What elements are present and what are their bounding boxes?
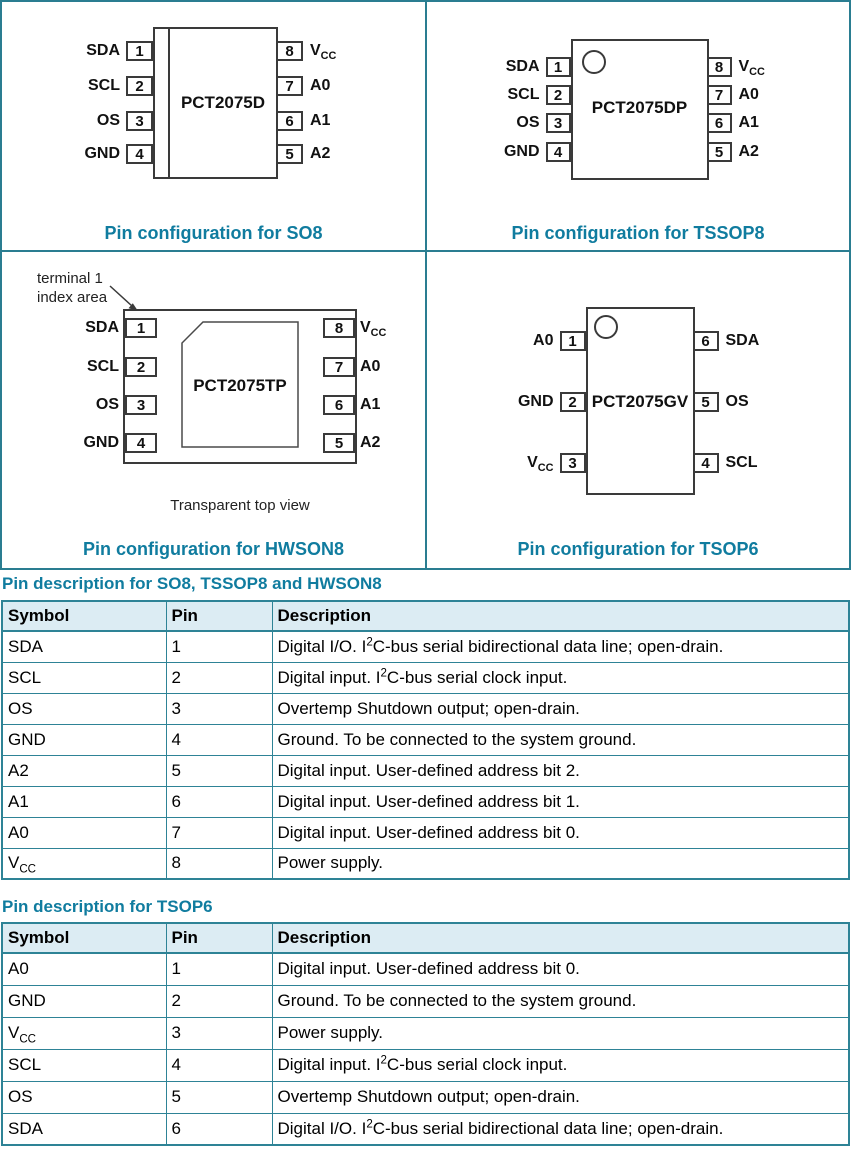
pin-cell: 6	[166, 1113, 272, 1145]
pin-row	[2, 111, 153, 131]
pin-row	[276, 76, 330, 96]
symbol-cell: GND	[2, 724, 166, 755]
pin-row	[707, 113, 759, 133]
table-row	[2, 1113, 849, 1145]
pin-number-box: 3	[126, 111, 153, 131]
pin-number-box: 5	[693, 392, 719, 412]
pin1-indicator-dot	[594, 315, 618, 339]
pin-row	[428, 85, 571, 105]
pin-name-label: $V_{CC}$	[738, 58, 765, 79]
pin-name-label: A0	[738, 86, 759, 103]
pin-cell: 3	[166, 693, 272, 724]
pin-number-box: 8	[707, 57, 732, 77]
table-row	[2, 1049, 849, 1081]
pin-name-label: SDA	[86, 42, 120, 59]
pin-row	[2, 76, 153, 96]
pin-number-box: 2	[560, 392, 586, 412]
table-row	[2, 1017, 849, 1049]
pin-name-label: SDA	[505, 58, 540, 75]
description-cell: Overtemp Shutdown output; open-drain.	[272, 693, 849, 724]
pin-cell: 4	[166, 724, 272, 755]
table-header-row	[2, 601, 849, 631]
pin-row	[323, 357, 380, 377]
column-header-pin: Pin	[166, 601, 272, 631]
pin-name-label: A0	[533, 332, 554, 349]
pin-number-box: 4	[126, 144, 153, 164]
pin-row	[323, 433, 380, 453]
pin-number-box: 6	[323, 395, 355, 415]
pin-name-label: $V_{CC}$	[360, 319, 387, 340]
pin-number-box: 5	[276, 144, 303, 164]
column-header-pin: Pin	[166, 923, 272, 953]
pin-name-label: OS	[725, 393, 749, 410]
description-cell: Digital input. User-defined address bit 0.	[272, 953, 849, 985]
pin-cell: 2	[166, 985, 272, 1017]
pin-name-label: A0	[310, 77, 331, 94]
pin-name-label: A2	[360, 434, 381, 451]
description-cell: Digital input. $I^2C$-bus serial clock input.	[272, 1049, 849, 1081]
pin-row	[2, 318, 157, 338]
pin-name-label: SCL	[87, 358, 119, 375]
symbol-cell: A1	[2, 786, 166, 817]
symbol-cell: $V_{CC}$	[2, 1017, 166, 1049]
pin-name-label: OS	[95, 396, 119, 413]
pin-cell: 7	[166, 817, 272, 848]
table-row	[2, 848, 849, 879]
pin-name-label: A1	[360, 396, 381, 413]
pin-row	[2, 144, 153, 164]
symbol-cell: SCL	[2, 1049, 166, 1081]
chip-label: PCT2075TP	[193, 376, 287, 395]
pin-cell: 8	[166, 848, 272, 879]
description-cell: Digital input. $I^2C$-bus serial clock input.	[272, 662, 849, 693]
pin-name-label: A2	[738, 143, 759, 160]
chip-label: PCT2075D	[180, 93, 266, 112]
figure-caption: Pin configuration for TSOP6	[517, 539, 759, 559]
pin-number-box: 8	[276, 41, 303, 61]
pin-number-box: 2	[546, 85, 571, 105]
pin-row	[323, 395, 380, 415]
symbol-cell: SCL	[2, 662, 166, 693]
pin-row	[323, 318, 386, 338]
pin-number-box: 3	[546, 113, 571, 133]
pin-number-box: 2	[126, 76, 153, 96]
pin-number-box: 8	[323, 318, 355, 338]
annotation-line: terminal 1	[37, 270, 103, 287]
pin-number-box: 7	[323, 357, 355, 377]
pin-name-label: A2	[310, 145, 331, 162]
pin-config-panel-tssop8	[428, 2, 849, 250]
pin-number-box: 6	[693, 331, 719, 351]
table-heading-tsop6: Pin description for TSOP6	[2, 897, 213, 916]
pin-number-box: 5	[707, 142, 732, 162]
pin-name-label: OS	[516, 114, 540, 131]
pin-number-box: 3	[125, 395, 157, 415]
table-row	[2, 631, 849, 662]
pin-number-box: 6	[276, 111, 303, 131]
description-cell: Overtemp Shutdown output; open-drain.	[272, 1081, 849, 1113]
pin-row	[693, 331, 760, 351]
pin1-indicator-dot	[582, 50, 606, 74]
pin-number-box: 1	[560, 331, 586, 351]
pin-config-panel-so8	[2, 2, 425, 250]
pin-number-box: 6	[707, 113, 732, 133]
table-row	[2, 755, 849, 786]
chip-label: PCT2075GV	[591, 392, 689, 411]
symbol-cell: $V_{CC}$	[2, 848, 166, 879]
description-cell: Ground. To be connected to the system ground.	[272, 985, 849, 1017]
pin-row	[428, 57, 571, 77]
column-header-description: Description	[272, 601, 849, 631]
pin-name-label: SCL	[507, 86, 540, 103]
pin-config-panel-hwson8	[2, 252, 425, 568]
pin-row	[276, 144, 330, 164]
table-row	[2, 953, 849, 985]
pin-row	[707, 142, 759, 162]
pin-row	[707, 57, 765, 77]
pin-name-label: SDA	[85, 319, 119, 336]
column-header-symbol: Symbol	[2, 601, 166, 631]
pin-name-label: A1	[310, 112, 331, 129]
table-row	[2, 786, 849, 817]
pin-row	[428, 331, 586, 351]
pin-name-label: GND	[84, 145, 120, 162]
pin-name-label: SDA	[725, 332, 760, 349]
description-cell: Digital input. User-defined address bit 1.	[272, 786, 849, 817]
annotation-line: index area	[37, 289, 108, 306]
pin-name-label: $V_{CC}$	[310, 42, 337, 63]
description-cell: Digital I/O. $I^2C$-bus serial bidirectional data line; open-drain.	[272, 1113, 849, 1145]
pin-cell: 5	[166, 1081, 272, 1113]
description-cell: Ground. To be connected to the system ground.	[272, 724, 849, 755]
pin-name-label: SCL	[725, 454, 758, 471]
table-row	[2, 1081, 849, 1113]
pin-cell: 5	[166, 755, 272, 786]
pin-cell: 6	[166, 786, 272, 817]
description-cell: Digital I/O. $I^2C$-bus serial bidirectional data line; open-drain.	[272, 631, 849, 662]
pin-row	[428, 113, 571, 133]
terminal1-annotation	[37, 269, 107, 307]
description-cell: Digital input. User-defined address bit 2.	[272, 755, 849, 786]
pin-row	[2, 41, 153, 61]
view-note: Transparent top view	[170, 497, 310, 514]
pin-number-box: 2	[125, 357, 157, 377]
pin-row	[2, 433, 157, 453]
table-header-row	[2, 923, 849, 953]
column-header-description: Description	[272, 923, 849, 953]
pin-row	[693, 453, 758, 473]
table-row	[2, 985, 849, 1017]
table-row	[2, 662, 849, 693]
table-heading-so8-tssop8-hwson8: Pin description for SO8, TSSOP8 and HWSON8	[2, 574, 382, 593]
pin-cell: 1	[166, 953, 272, 985]
pin-row	[428, 453, 586, 473]
pin-number-box: 7	[707, 85, 732, 105]
figure-caption: Pin configuration for SO8	[104, 223, 323, 243]
pin-row	[2, 395, 157, 415]
symbol-cell: OS	[2, 1081, 166, 1113]
pin-name-label: OS	[96, 112, 120, 129]
pin-number-box: 1	[546, 57, 571, 77]
pin-config-panel-tsop6	[428, 252, 849, 568]
pin-name-label: GND	[517, 393, 554, 410]
pin-number-box: 1	[126, 41, 153, 61]
pin-cell: 3	[166, 1017, 272, 1049]
pin-row	[428, 142, 571, 162]
table-row	[2, 724, 849, 755]
pin-row	[707, 85, 759, 105]
pin-number-box: 4	[125, 433, 157, 453]
table-row	[2, 817, 849, 848]
pin-number-box: 3	[560, 453, 586, 473]
symbol-cell: OS	[2, 693, 166, 724]
pin-cell: 1	[166, 631, 272, 662]
pin-name-label: $V_{CC}$	[527, 454, 554, 475]
pin-row	[2, 357, 157, 377]
pin-row	[276, 41, 336, 61]
pin-number-box: 7	[276, 76, 303, 96]
pin-row	[693, 392, 749, 412]
pin-row	[428, 392, 586, 412]
pin-row	[276, 111, 330, 131]
description-cell: Power supply.	[272, 1017, 849, 1049]
pin-name-label: GND	[503, 143, 540, 160]
pin-number-box: 4	[546, 142, 571, 162]
pin-cell: 2	[166, 662, 272, 693]
pin-configuration-figure	[0, 0, 851, 570]
pin-number-box: 5	[323, 433, 355, 453]
pin-name-label: SCL	[88, 77, 120, 94]
symbol-cell: SDA	[2, 631, 166, 662]
symbol-cell: A0	[2, 953, 166, 985]
pin-number-box: 1	[125, 318, 157, 338]
pin-name-label: GND	[83, 434, 119, 451]
symbol-cell: A0	[2, 817, 166, 848]
figure-caption: Pin configuration for TSSOP8	[511, 223, 765, 243]
pin-description-table-tsop6	[1, 922, 850, 1146]
column-header-symbol: Symbol	[2, 923, 166, 953]
pin-name-label: A1	[738, 114, 759, 131]
figure-caption: Pin configuration for HWSON8	[83, 539, 344, 559]
symbol-cell: SDA	[2, 1113, 166, 1145]
description-cell: Digital input. User-defined address bit 0.	[272, 817, 849, 848]
chip-label: PCT2075DP	[591, 98, 688, 117]
pin-name-label: A0	[360, 358, 381, 375]
pin-description-table-so8-tssop8-hwson8	[1, 600, 850, 880]
pin-number-box: 4	[693, 453, 719, 473]
symbol-cell: A2	[2, 755, 166, 786]
pin-cell: 4	[166, 1049, 272, 1081]
symbol-cell: GND	[2, 985, 166, 1017]
table-row	[2, 693, 849, 724]
description-cell: Power supply.	[272, 848, 849, 879]
